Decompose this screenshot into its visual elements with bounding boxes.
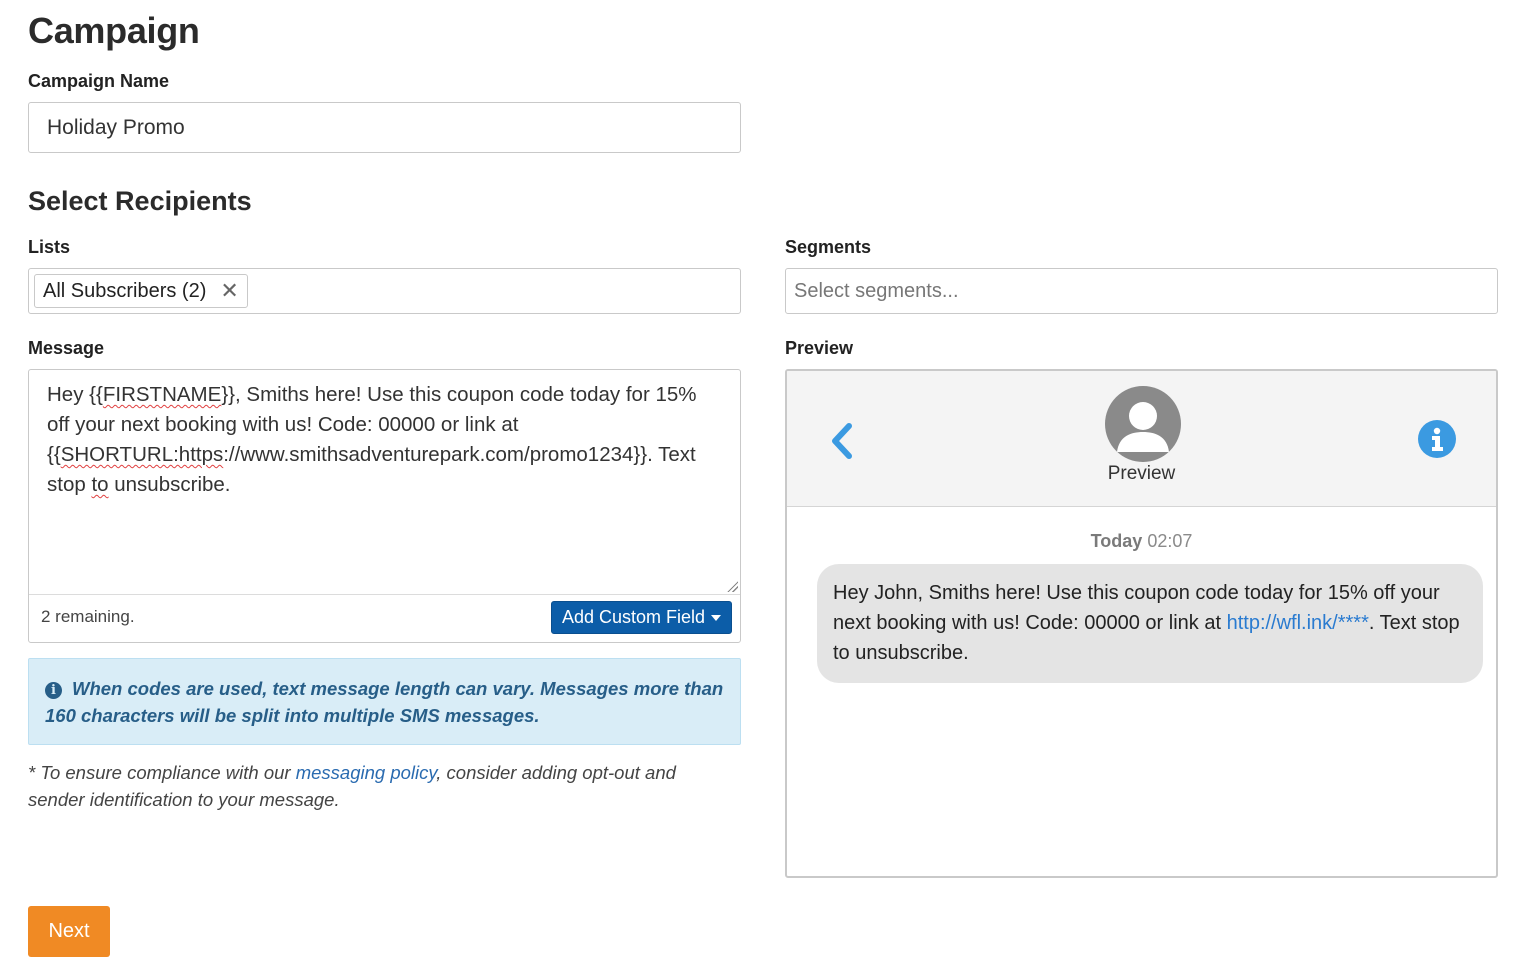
spellcheck-word: SHORTURL:https bbox=[60, 443, 224, 466]
back-chevron-icon[interactable] bbox=[825, 421, 859, 461]
sms-length-alert bbox=[28, 658, 741, 745]
lists-label: Lists bbox=[28, 237, 71, 257]
info-icon[interactable] bbox=[1418, 420, 1456, 458]
caret-down-icon bbox=[711, 615, 721, 621]
remaining-count: 2 remaining. bbox=[41, 607, 135, 626]
timestamp-day: Today bbox=[1090, 531, 1143, 551]
lists-select[interactable] bbox=[28, 268, 741, 314]
message-text-part: }}, Smiths here! Use this coupon code today for 15% off your next booking with us! Code: 00000 or link at {{ bbox=[47, 383, 697, 466]
add-custom-field-label: Add Custom Field bbox=[561, 607, 705, 627]
preview-label: Preview bbox=[785, 338, 854, 358]
compliance-note bbox=[28, 759, 728, 813]
list-chip-all-subscribers bbox=[34, 274, 248, 308]
spellcheck-word: to bbox=[91, 473, 109, 496]
message-timestamp bbox=[787, 531, 1496, 552]
spellcheck-word: FIRSTNAME bbox=[102, 383, 222, 406]
bubble-text: . Text stop to unsubscribe. bbox=[833, 612, 1460, 664]
segments-label: Segments bbox=[785, 237, 872, 257]
preview-header bbox=[787, 371, 1496, 507]
page-title: Campaign bbox=[28, 10, 200, 51]
select-recipients-heading: Select Recipients bbox=[28, 186, 252, 216]
message-editor bbox=[28, 369, 741, 643]
campaign-name-input[interactable] bbox=[28, 102, 741, 153]
message-text-part: ://www.smithsadventurepark.com/promo1234}}. Text stop bbox=[47, 443, 696, 496]
campaign-name-label: Campaign Name bbox=[28, 71, 170, 91]
bubble-text: Hey John, Smiths here! Use this coupon code today for 15% off your next booking with us! Code: 00000 or link at bbox=[833, 582, 1440, 634]
list-chip-label: All Subscribers (2) bbox=[43, 279, 207, 302]
message-textarea[interactable] bbox=[29, 370, 740, 595]
remove-icon[interactable]: ✕ bbox=[220, 278, 239, 303]
resize-handle-icon[interactable] bbox=[726, 580, 738, 592]
timestamp-time: 02:07 bbox=[1147, 531, 1193, 551]
sms-preview-panel bbox=[785, 369, 1498, 878]
alert-text: When codes are used, text message length can vary. Messages more than 160 characters will be split into multiple SMS messages. bbox=[45, 678, 724, 726]
message-label: Message bbox=[28, 338, 105, 358]
compliance-prefix: * To ensure compliance with our bbox=[28, 762, 296, 783]
info-icon: i bbox=[45, 682, 62, 699]
segments-input[interactable] bbox=[785, 268, 1498, 314]
message-text-part: unsubscribe. bbox=[108, 473, 231, 496]
next-button[interactable]: Next bbox=[28, 906, 110, 957]
avatar-icon bbox=[1105, 386, 1181, 462]
message-text-part: Hey {{ bbox=[47, 383, 103, 406]
message-bubble bbox=[817, 564, 1483, 683]
messaging-policy-link[interactable]: messaging policy bbox=[295, 762, 437, 783]
bubble-link[interactable]: http://wfl.ink/**** bbox=[1226, 612, 1369, 634]
preview-contact-name: Preview bbox=[1107, 463, 1176, 484]
add-custom-field-button[interactable] bbox=[551, 601, 732, 634]
compliance-suffix: , consider adding opt-out and sender identification to your message. bbox=[28, 762, 676, 810]
